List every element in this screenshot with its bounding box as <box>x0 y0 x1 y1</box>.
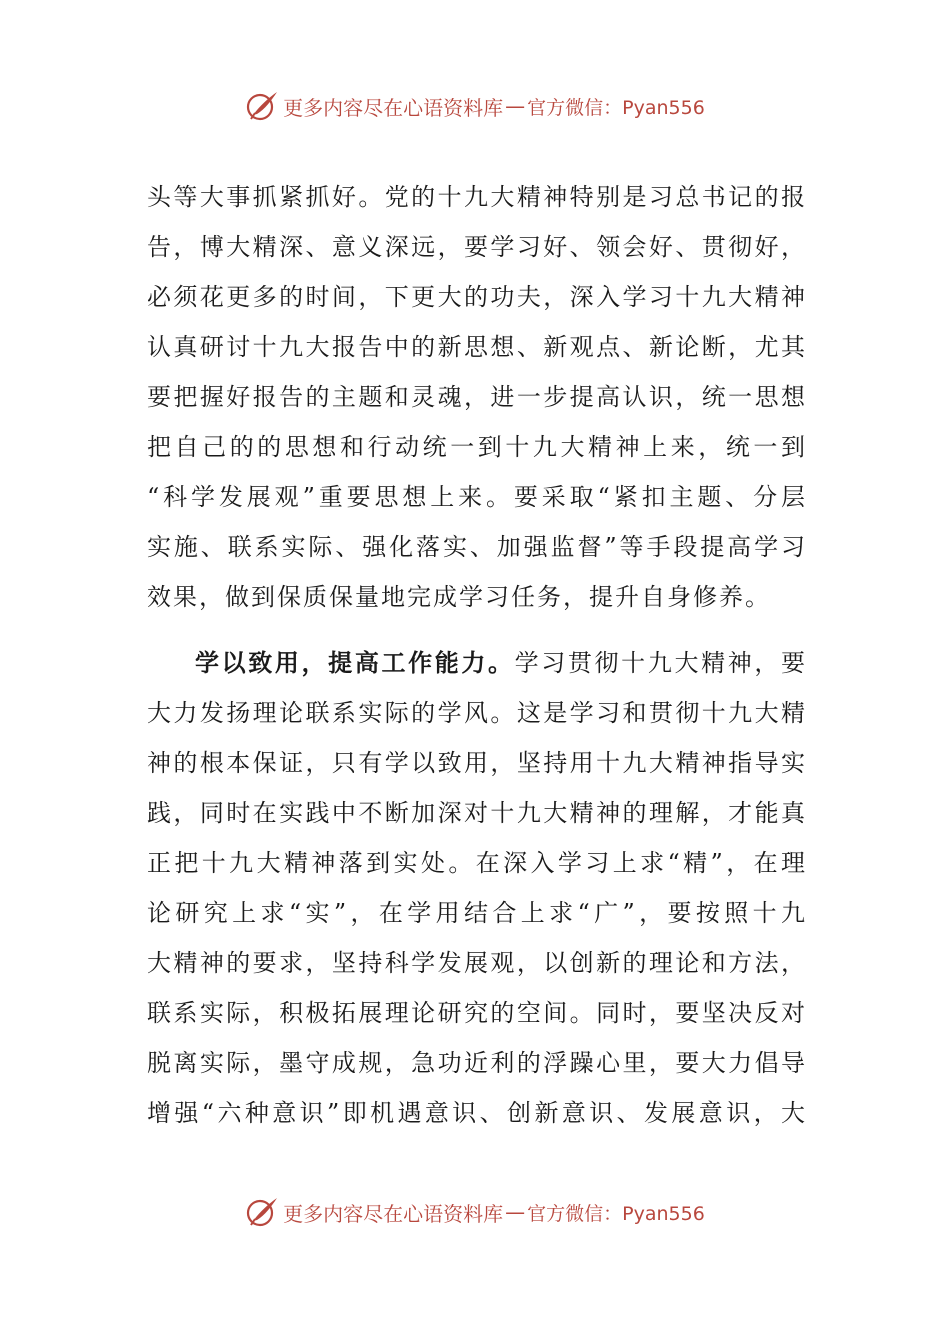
quill-logo-icon <box>245 89 279 123</box>
footer-banner <box>0 1192 950 1232</box>
text-line: 头等大事抓紧抓好。党的十九大精神特别是习总书记的报 <box>147 183 807 211</box>
text-line: 大精神的要求，坚持科学发展观，以创新的理论和方法， <box>147 949 807 977</box>
quill-logo-icon <box>245 1195 279 1229</box>
text-line: 联系实际，积极拓展理论研究的空间。同时，要坚决反对 <box>147 999 807 1027</box>
banner-wechat: 官方微信：Pyan556 <box>527 96 705 119</box>
text-line: 实施、联系实际、强化落实、加强监督”等手段提高学习 <box>147 533 807 561</box>
text-line: 把自己的的思想和行动统一到十九大精神上来，统一到 <box>147 433 807 461</box>
document-body <box>147 172 807 1138</box>
text-line: 论研究上求“实”，在学用结合上求“广”，要按照十九 <box>147 899 807 927</box>
text-line: 告，博大精深、意义深远，要学习好、领会好、贯彻好， <box>147 233 807 261</box>
text-line: 增强“六种意识”即机遇意识、创新意识、发展意识，大 <box>147 1099 807 1127</box>
text-line-first <box>147 638 807 688</box>
text-line: 神的根本保证，只有学以致用，坚持用十九大精神指导实 <box>147 749 807 777</box>
header-banner <box>0 86 950 126</box>
paragraph-2 <box>147 638 807 1138</box>
text-line: 正把十九大精神落到实处。在深入学习上求“精”，在理 <box>147 849 807 877</box>
text-line: 效果，做到保质保量地完成学习任务，提升自身修养。 <box>147 583 771 611</box>
paragraph-lead: 学以致用，提高工作能力。 <box>195 649 515 677</box>
banner-separator: — <box>505 1200 526 1224</box>
paragraph-1 <box>147 172 807 622</box>
text-line: “科学发展观”重要思想上来。要采取“紧扣主题、分层 <box>147 483 807 511</box>
text-line: 脱离实际，墨守成规，急功近利的浮躁心里，要大力倡导 <box>147 1049 807 1077</box>
banner-separator: — <box>505 94 526 118</box>
paragraph-lead-rest: 学习贯彻十九大精神，要 <box>514 649 808 677</box>
text-line: 必须花更多的时间，下更大的功夫，深入学习十九大精神 <box>147 283 807 311</box>
text-line: 大力发扬理论联系实际的学风。这是学习和贯彻十九大精 <box>147 699 807 727</box>
text-line: 要把握好报告的主题和灵魂，进一步提高认识，统一思想 <box>147 383 807 411</box>
banner-text: 更多内容尽在心语资料库 <box>283 95 504 120</box>
banner-wechat: 官方微信：Pyan556 <box>527 1202 705 1225</box>
text-line: 认真研讨十九大报告中的新思想、新观点、新论断，尤其 <box>147 333 807 361</box>
banner-text: 更多内容尽在心语资料库 <box>283 1201 504 1226</box>
text-line: 践，同时在实践中不断加深对十九大精神的理解，才能真 <box>147 799 807 827</box>
